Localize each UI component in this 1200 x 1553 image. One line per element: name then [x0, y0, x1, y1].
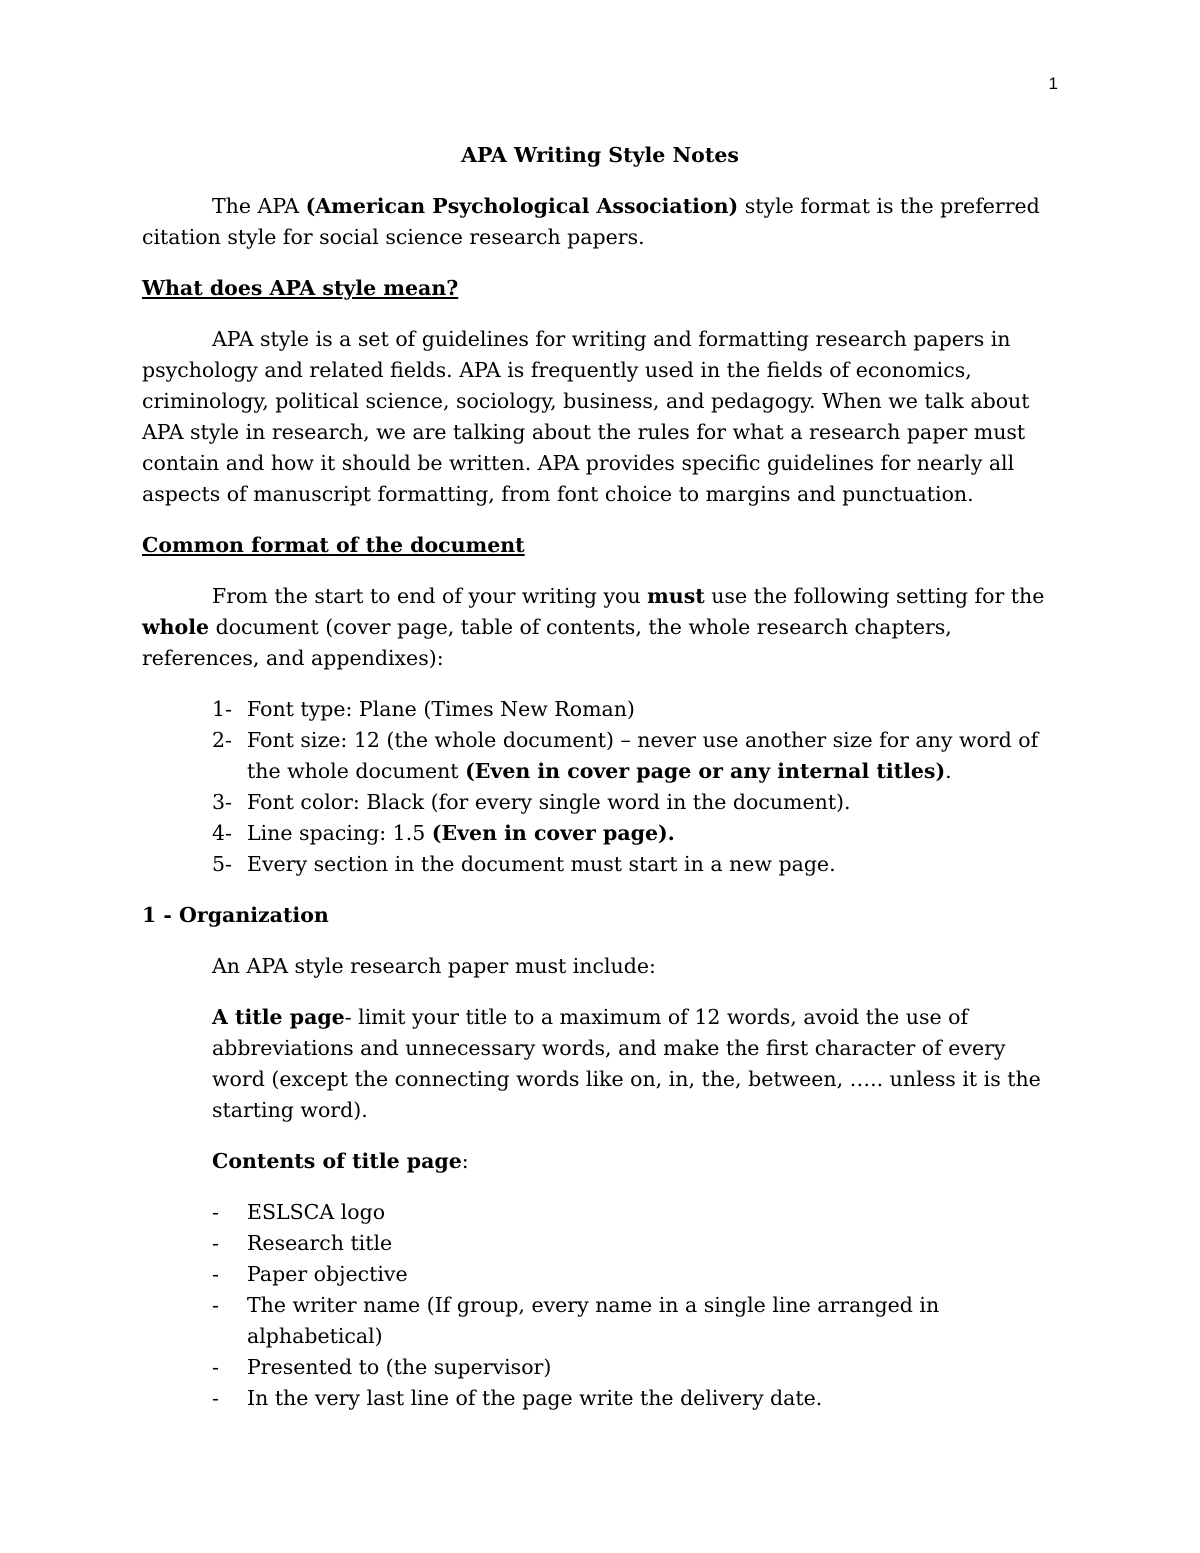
list-marker: - [212, 1262, 219, 1286]
list-item-text: Paper objective [247, 1262, 408, 1286]
list-item-bold: (Even in cover page). [431, 821, 675, 845]
list-item-text: Line spacing: 1.5 [247, 821, 432, 845]
title-page-paragraph [142, 1002, 1058, 1126]
common-bold-whole: whole [142, 615, 210, 639]
common-text-2: use the following setting for the [704, 584, 1045, 608]
list-item-text: Presented to (the supervisor) [247, 1355, 552, 1379]
contents-of-title-page-label [142, 1146, 1058, 1177]
list-marker: - [212, 1200, 219, 1224]
list-item [142, 1259, 1058, 1290]
list-marker: - [212, 1293, 219, 1317]
common-format-paragraph [142, 581, 1058, 674]
contents-bold: Contents of title page [212, 1149, 462, 1173]
list-item-text: Every section in the document must start in a new page. [247, 852, 836, 876]
list-item-text: ESLSCA logo [247, 1200, 386, 1224]
list-item [142, 725, 1058, 787]
list-item-text: The writer name (If group, every name in a single line arranged in alphabetical) [247, 1293, 940, 1348]
page-number: 1 [1048, 74, 1058, 93]
list-item [142, 694, 1058, 725]
list-item [142, 1383, 1058, 1414]
list-marker: 3- [212, 790, 232, 814]
list-item [142, 1228, 1058, 1259]
list-item-text: In the very last line of the page write the delivery date. [247, 1386, 823, 1410]
organization-intro: An APA style research paper must include: [212, 954, 656, 978]
list-item-text: Font color: Black (for every single word in the document). [247, 790, 851, 814]
heading-organization: 1 - Organization [142, 903, 329, 927]
title-page-text: - limit your title to a maximum of 12 words, avoid the use of abbreviations and unnecessary words, and make the first character of every word (except the connecting words like on, in, the, between, ….. unless it is the starting word). [212, 1005, 1041, 1122]
common-text-1: From the start to end of your writing you [212, 584, 648, 608]
list-marker: 5- [212, 852, 232, 876]
list-item-bold: (Even in cover page or any internal titles) [465, 759, 946, 783]
list-item-text: Research title [247, 1231, 393, 1255]
list-marker: 4- [212, 821, 232, 845]
document-page [142, 140, 1058, 1434]
common-bold-must: must [647, 584, 705, 608]
list-item [142, 1352, 1058, 1383]
list-item [142, 849, 1058, 880]
list-item [142, 787, 1058, 818]
heading-what-does-apa-mean: What does APA style mean? [142, 276, 459, 300]
title-page-bold: A title page [212, 1005, 345, 1029]
title-page-contents-list [142, 1197, 1058, 1414]
list-item-text: Font type: Plane (Times New Roman) [247, 697, 635, 721]
list-item [142, 1197, 1058, 1228]
contents-after: : [461, 1149, 469, 1173]
what-apa-paragraph: APA style is a set of guidelines for writing and formatting research papers in psychology and related fields. APA is frequently used in the fields of economics, criminology, political science, sociology, business, and pedagogy. When we talk about APA style in research, we are talking about the rules for what a research paper must contain and how it should be written. APA provides specific guidelines for nearly all aspects of manuscript formatting, from font choice to margins and punctuation. [142, 327, 1030, 506]
common-text-3: document (cover page, table of contents, the whole research chapters, references, and appendixes): [142, 615, 952, 670]
document-title: APA Writing Style Notes [461, 143, 739, 167]
heading-common-format: Common format of the document [142, 533, 525, 557]
list-item [142, 1290, 1058, 1352]
intro-text-bold: (American Psychological Association) [305, 194, 739, 218]
list-item [142, 818, 1058, 849]
intro-paragraph [142, 191, 1058, 253]
intro-text-before: The APA [212, 194, 306, 218]
list-marker: - [212, 1386, 219, 1410]
list-marker: 2- [212, 728, 232, 752]
list-marker: - [212, 1231, 219, 1255]
list-item-after: . [945, 759, 952, 783]
format-settings-list [142, 694, 1058, 880]
intro-text-after: style format is the preferred citation style for social science research papers. [142, 194, 1040, 249]
list-marker: 1- [212, 697, 232, 721]
list-item-text: Font size: 12 (the whole document) – never use another size for any word of the whole document [247, 728, 1039, 783]
list-marker: - [212, 1355, 219, 1379]
